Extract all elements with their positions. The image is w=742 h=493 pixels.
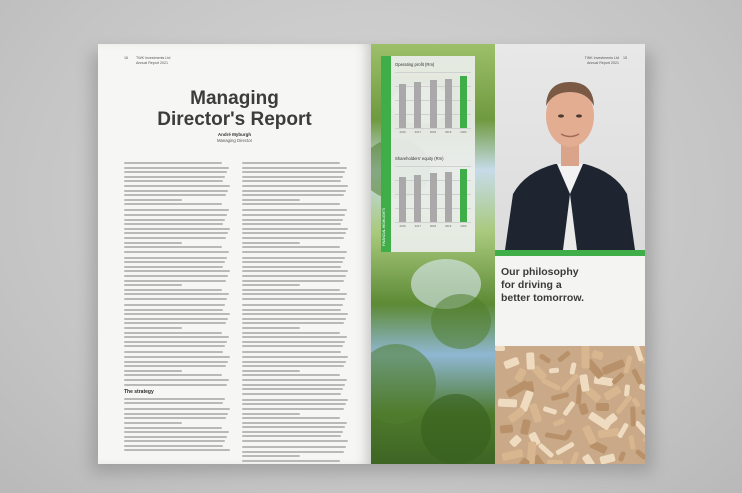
title-line-1: Managing [190, 88, 279, 109]
gridline [395, 128, 471, 129]
text-line [242, 413, 300, 415]
chart-bar [414, 175, 421, 222]
wood-chip [599, 453, 616, 464]
text-line [242, 351, 341, 353]
page-title [98, 88, 371, 130]
wood-chip [503, 357, 520, 370]
text-line [124, 413, 228, 415]
text-line [242, 203, 340, 205]
text-line [242, 417, 340, 419]
text-line [124, 445, 223, 447]
right-header [579, 56, 619, 65]
text-line [124, 185, 230, 187]
text-line [242, 304, 343, 306]
text-line [124, 203, 222, 205]
wood-chip [582, 425, 597, 446]
wood-chip [541, 378, 561, 391]
right-page [371, 44, 645, 464]
text-line [242, 446, 346, 448]
x-tick-label: 2020 [460, 130, 467, 134]
wood-chip [526, 352, 535, 369]
wood-chip [500, 424, 514, 433]
gridline [395, 166, 471, 167]
wood-chip [631, 368, 643, 385]
text-line [242, 336, 347, 338]
text-line [242, 266, 341, 268]
wood-chip [520, 419, 531, 435]
wood-chip [643, 437, 645, 444]
x-tick-label: 2016 [399, 130, 406, 134]
text-line [124, 431, 229, 433]
text-line [124, 232, 228, 234]
text-line [124, 194, 226, 196]
wood-chip [578, 403, 589, 416]
quote-line-1: Our philosophy [501, 266, 579, 278]
chart-bar [399, 84, 406, 128]
text-line [124, 384, 227, 386]
text-line [242, 318, 346, 320]
text-line [124, 336, 229, 338]
text-line [242, 176, 343, 178]
text-line [124, 176, 225, 178]
wood-chip [543, 406, 558, 415]
text-line [124, 427, 222, 429]
author-role: Managing Director [216, 138, 253, 143]
text-line [242, 232, 346, 234]
wood-chip [641, 409, 645, 420]
x-tick-label: 2019 [445, 224, 452, 228]
text-line [124, 322, 226, 324]
x-tick-label: 2020 [460, 224, 467, 228]
chart-bar [445, 79, 452, 128]
chart-bar [430, 173, 437, 222]
text-line [242, 374, 340, 376]
wood-chip [557, 350, 571, 363]
wood-chip [501, 449, 523, 462]
section-subheading: The strategy [124, 388, 154, 395]
text-line [242, 209, 347, 211]
text-line [242, 356, 348, 358]
text-line [242, 214, 345, 216]
text-line [124, 261, 225, 263]
text-line [242, 162, 340, 164]
text-line [124, 237, 226, 239]
text-line [124, 356, 230, 358]
portrait-figure [495, 44, 645, 250]
wood-chip [588, 411, 612, 430]
chart-bar [430, 80, 437, 128]
text-line [124, 257, 227, 259]
wood-chip [596, 403, 609, 411]
text-line [242, 422, 347, 424]
text-line [124, 408, 230, 410]
chart-bar [460, 76, 467, 128]
text-line [124, 398, 225, 400]
text-line [242, 280, 344, 282]
text-line [124, 440, 225, 442]
text-line [242, 440, 348, 442]
text-line [124, 242, 182, 244]
wood-chip [617, 422, 629, 438]
text-line [124, 332, 222, 334]
tree-canopy [421, 394, 491, 464]
text-line [124, 402, 223, 404]
text-line [242, 293, 347, 295]
text-line [124, 298, 227, 300]
text-line [124, 270, 230, 272]
text-line [242, 309, 341, 311]
text-line [124, 417, 226, 419]
text-line [242, 190, 346, 192]
wood-chip [495, 346, 505, 351]
text-line [242, 379, 347, 381]
text-line [242, 393, 341, 395]
text-line [242, 194, 344, 196]
text-line [242, 185, 348, 187]
text-line [124, 449, 230, 451]
chart1-plot [395, 72, 471, 136]
text-line [242, 426, 345, 428]
text-line [124, 284, 182, 286]
wood-chip [598, 428, 620, 438]
text-line [124, 361, 228, 363]
text-line [124, 214, 227, 216]
text-line [242, 275, 346, 277]
text-line [242, 228, 348, 230]
wood-chip [635, 449, 645, 461]
text-line [242, 384, 345, 386]
text-line [242, 289, 340, 291]
chart-bar [399, 177, 406, 222]
text-line [242, 388, 343, 390]
gridline [395, 222, 471, 223]
tree-canopy [431, 294, 491, 349]
text-line [124, 180, 223, 182]
chart2-plot [395, 166, 471, 230]
wood-chip [628, 435, 635, 450]
text-line [242, 167, 347, 169]
text-line [124, 209, 229, 211]
wood-chip [555, 441, 575, 455]
wood-chip [630, 406, 636, 426]
wood-chip [639, 383, 645, 393]
left-text-column [124, 162, 230, 454]
text-line [124, 318, 228, 320]
text-line [124, 199, 182, 201]
text-line [124, 309, 223, 311]
right-header-company: TWK Investments Ltd [584, 56, 619, 60]
x-tick-label: 2016 [399, 224, 406, 228]
text-line [242, 341, 345, 343]
text-line [124, 370, 182, 372]
x-tick-label: 2017 [414, 224, 421, 228]
text-line [242, 313, 348, 315]
text-line [124, 345, 225, 347]
x-tick-label: 2018 [429, 130, 437, 134]
wood-chip [581, 346, 589, 369]
right-page-number: 15 [623, 56, 627, 60]
chart2-title: Shareholders' equity (Rm) [395, 156, 444, 161]
text-line [242, 361, 346, 363]
wood-chip [529, 403, 543, 424]
text-line [242, 237, 344, 239]
left-page-number: 16 [124, 56, 128, 60]
text-line [242, 365, 344, 367]
text-line [242, 246, 340, 248]
text-line [124, 365, 226, 367]
wood-chip [579, 374, 590, 392]
text-line [242, 345, 343, 347]
text-line [242, 270, 348, 272]
text-line [242, 408, 344, 410]
text-line [242, 219, 343, 221]
wood-chip [551, 392, 570, 401]
text-line [242, 435, 341, 437]
financial-highlights-panel [381, 56, 475, 252]
quote-line-2: for driving a [501, 279, 562, 291]
quote-line-3: better tomorrow. [501, 292, 585, 304]
x-tick-label: 2017 [414, 130, 421, 134]
wood-chip [553, 418, 566, 427]
gridline [395, 72, 471, 73]
panel-side-label: FINANCIAL HIGHLIGHTS [382, 207, 386, 246]
text-line [124, 379, 229, 381]
chart-bar [445, 172, 452, 222]
text-line [242, 298, 345, 300]
left-page [98, 44, 371, 464]
wood-chips-photo [495, 346, 645, 464]
chart-bar [414, 82, 421, 128]
text-line [242, 451, 344, 453]
text-line [124, 162, 222, 164]
text-line [124, 228, 230, 230]
text-line [242, 322, 344, 324]
text-line [124, 251, 229, 253]
text-line [242, 370, 300, 372]
text-line [124, 275, 228, 277]
text-line [242, 399, 348, 401]
wood-chip [562, 401, 575, 417]
text-line [242, 199, 300, 201]
text-line [124, 219, 225, 221]
text-line [242, 180, 341, 182]
text-line [124, 304, 225, 306]
text-line [242, 460, 340, 462]
text-line [242, 261, 343, 263]
wood-chip [603, 385, 622, 401]
text-line [124, 246, 222, 248]
wood-chip [498, 399, 517, 408]
text-line [124, 422, 182, 424]
text-line [124, 280, 226, 282]
wood-chip [632, 346, 644, 362]
text-line [242, 251, 347, 253]
text-line [242, 431, 343, 433]
title-line-2: Director's Report [157, 109, 312, 130]
text-line [124, 171, 227, 173]
text-line [124, 374, 222, 376]
director-portrait [495, 44, 645, 250]
chart1-title: Operating profit (Rm) [395, 62, 435, 67]
author-name: André Myburgh [217, 132, 252, 137]
right-header-report: Annual Report 2021 [587, 60, 619, 65]
text-line [242, 242, 300, 244]
text-line [124, 327, 182, 329]
wood-chip [611, 372, 625, 385]
text-line [124, 313, 230, 315]
philosophy-quote [501, 266, 641, 305]
wood-chip [538, 443, 555, 459]
text-line [242, 223, 341, 225]
text-line [124, 436, 227, 438]
wood-chip [545, 432, 568, 441]
text-line [242, 171, 345, 173]
chart-bar [460, 169, 467, 222]
x-tick-label: 2019 [445, 130, 452, 134]
wood-chip [618, 451, 626, 462]
text-line [124, 266, 223, 268]
wood-chip [569, 451, 580, 464]
wood-chip [591, 350, 604, 361]
right-text-column [242, 162, 348, 464]
wood-chip [509, 434, 522, 447]
left-header-report: Annual Report 2021 [136, 60, 168, 65]
left-header-company: TWK Investments Ltd [136, 56, 171, 60]
text-line [124, 190, 228, 192]
text-line [242, 257, 345, 259]
x-tick-label: 2018 [429, 224, 437, 228]
text-line [124, 351, 223, 353]
text-line [242, 403, 346, 405]
text-line [124, 223, 223, 225]
wood-chip [582, 453, 596, 464]
text-line [124, 293, 229, 295]
text-line [124, 289, 222, 291]
wood-chip [547, 460, 563, 464]
left-header [136, 56, 170, 65]
text-line [124, 167, 229, 169]
text-line [242, 455, 300, 457]
text-line [242, 284, 300, 286]
text-line [242, 332, 340, 334]
text-line [124, 341, 227, 343]
wood-chip [539, 353, 552, 364]
text-line [242, 327, 300, 329]
wood-chip [549, 367, 559, 373]
